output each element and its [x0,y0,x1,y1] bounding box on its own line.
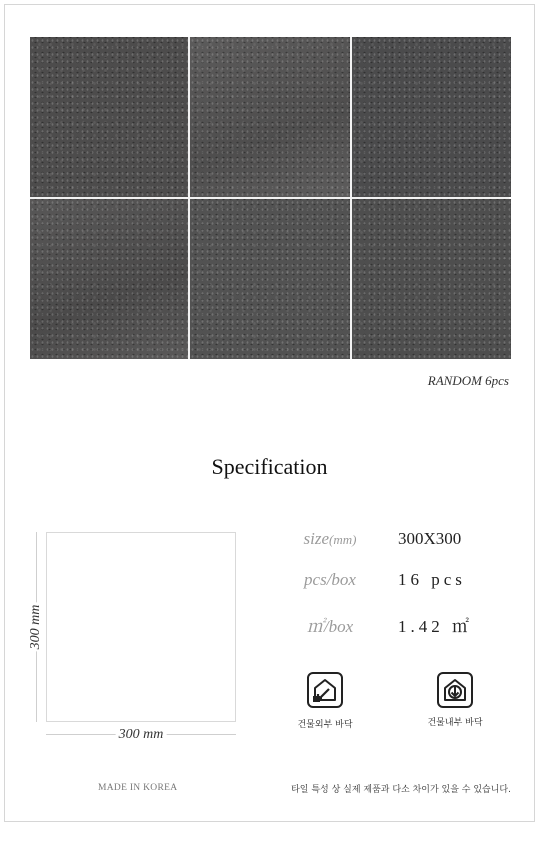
spec-value-pcs-box: 16 pcs [398,570,466,589]
spec-label-area-box: ㎡/box [306,617,354,636]
house-interior-floor-icon [437,672,473,708]
house-exterior-floor-icon [307,672,343,708]
exterior-floor-caption: 건물외부 바닥 [297,720,353,730]
tile-sample-2 [190,37,350,197]
made-in-korea-label: MADE IN KOREA [98,783,178,793]
tile-size-diagram [46,532,236,722]
tile-sample-3 [352,37,511,197]
tile-sample-grid [30,37,509,359]
spec-value-size: 300X300 [398,529,462,548]
width-dimension-label: 300 mm [116,727,167,743]
tile-sample-6 [352,199,511,359]
height-dimension-label: 300 mm [28,604,43,650]
spec-row-size [280,529,520,553]
spec-label-size [280,529,380,549]
product-disclaimer: 타일 특성 상 실제 제품과 다소 차이가 있을 수 있습니다. [291,785,511,795]
spec-value-area-box: 1.42 ㎡ [398,617,473,636]
random-pattern-caption: RANDOM 6pcs [427,373,509,388]
tile-sample-1 [30,37,188,197]
specification-title: Specification [211,454,328,479]
tile-sample-5 [190,199,350,359]
spec-label-pcs-box: pcs/box [304,570,356,589]
interior-floor-caption: 건물내부 바닥 [427,718,483,728]
spec-row-pcs-box [280,570,520,594]
tile-sample-4 [30,199,188,359]
spec-label-size-unit: (mm) [329,532,357,547]
spec-row-area-box [280,612,520,636]
spec-label-size-text: size [303,529,330,548]
